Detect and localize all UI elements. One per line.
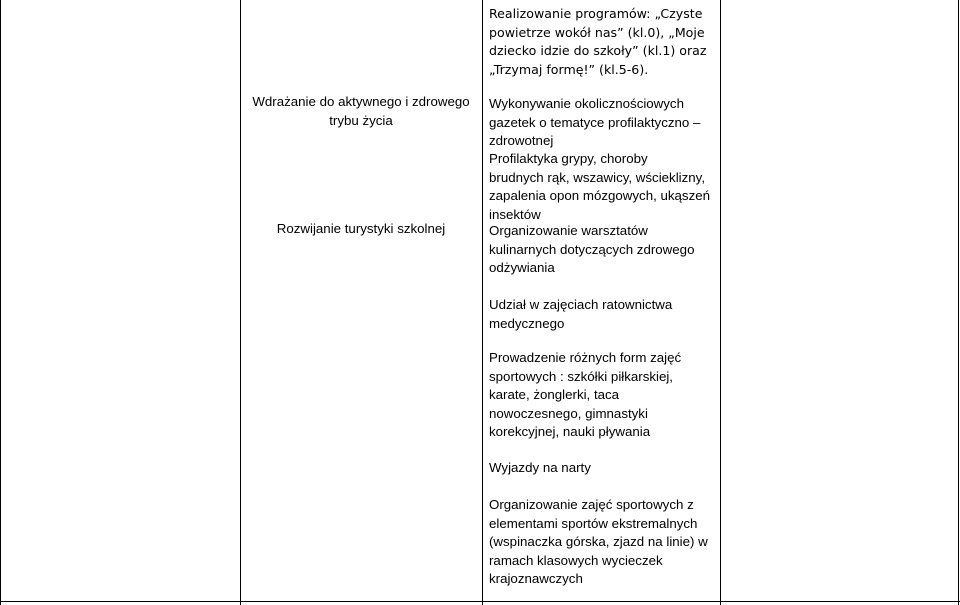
task-extreme-sports: Organizowanie zajęć sportowych z elementami sportów ekstremalnych (wspinaczka górska, zjazd na linie) w ramach klasowych wycieczek krajoznawczych [489,497,708,586]
table-border-right [958,0,959,605]
table-border-left [0,0,1,605]
table-border-bottom [0,601,960,602]
task-prevention: Profilaktyka grypy, choroby brudnych rąk, wszawicy, wścieklizny, zapalenia opon mózgowych, ukąszeń insektów [489,151,711,222]
task-first-aid: Udział w zajęciach ratownictwa medycznego [489,297,673,331]
task-sports-classes: Prowadzenie różnych form zajęć sportowych : szkółki piłkarskiej, karate, żonglerki, taca nowoczesnego, gimnastyki korekcyjnej, nauki pływania [489,350,682,439]
goal-active-healthy-lifestyle: Wdrażanie do aktywnego i zdrowego trybu życia [252,94,470,128]
table-divider-2 [482,0,483,605]
task-programs: Realizowanie programów: „Czyste powietrze wokół nas” (kl.0), „Moje dziecko idzie do szkoły” (kl.1) oraz „Trzymaj formę!” (kl.5-6). [489,6,707,77]
table-divider-1 [240,0,241,605]
goal-school-tourism: Rozwijanie turystyki szkolnej [276,221,446,236]
task-ski-trips: Wyjazdy na narty [489,460,591,475]
task-cooking-workshops: Organizowanie warsztatów kulinarnych dotyczących zdrowego odżywiania [489,223,695,275]
task-gazettes: Wykonywanie okolicznościowych gazetek o tematyce profilaktyczno – zdrowotnej [489,96,701,148]
